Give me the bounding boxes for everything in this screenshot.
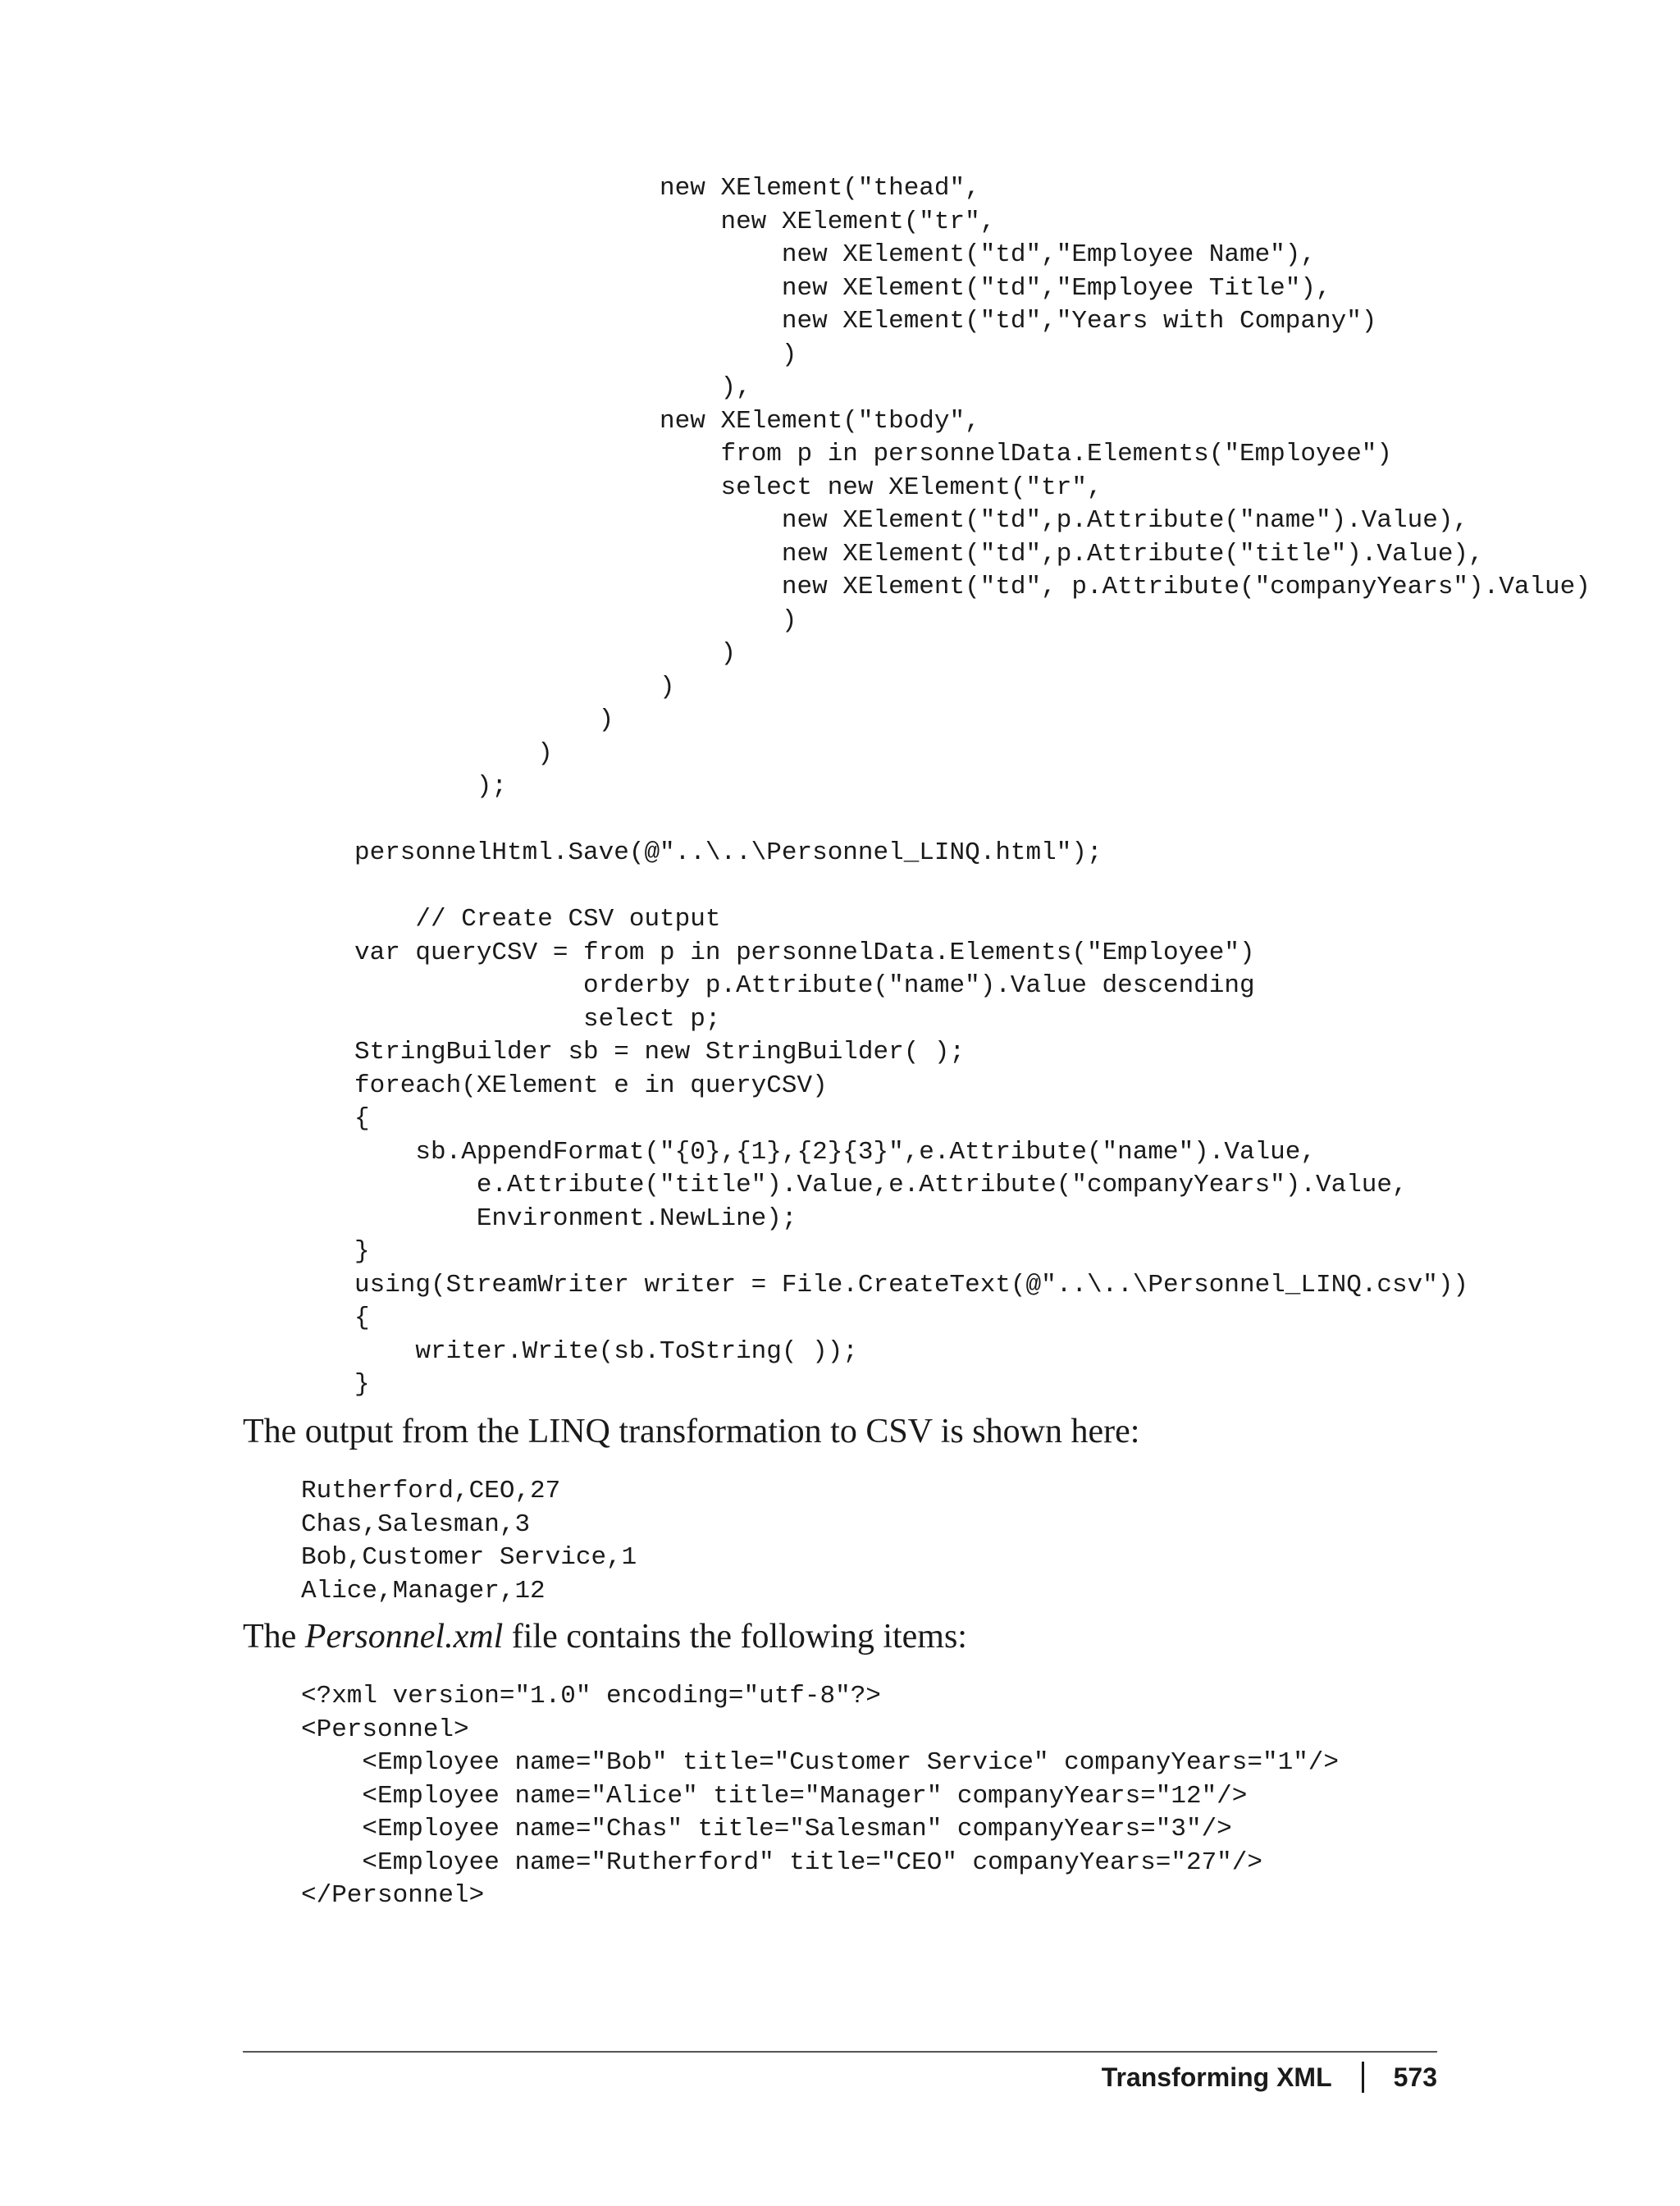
footer-separator: [1362, 2062, 1364, 2093]
code-listing: new XElement("thead", new XElement("tr", new XElement("td","Employee Name"), new XElement("td","Employee Title"), new XElement("td","Years with Company") ) ), new XElement("tbody", from p in personnelData.Elements("Employee") select new XElement("tr", new XElement("td",p.Attribute("name").Value), new XElement("td",p.Attribute("title").Value), new XElement("td", p.Attribute("companyYears").Value) ) ) ) ) ) ); personnelHtml.Save(@"..\..\Personnel_LINQ.html"); // Create CSV output var queryCSV = from p in personnelData.Elements("Employee") orderby p.Attribute("name").Value descending select p; StringBuilder sb = new StringBuilder( ); foreach(XElement e in queryCSV) { sb.AppendFormat("{0},{1},{2}{3}",e.Attribute("name").Value, e.Attribute("title").Value,e.Attribute("companyYears").Value, Environment.NewLine); } using(StreamWriter writer = File.CreateText(@"..\..\Personnel_LINQ.csv")) { writer.Write(sb.ToString( )); }: [354, 174, 1591, 1399]
body-paragraph-csv-intro: The output from the LINQ transformation to CSV is shown here:: [243, 1413, 1140, 1450]
xml-listing: <?xml version="1.0" encoding="utf-8"?> <Personnel> <Employee name="Bob" title="Customer Service" companyYears="1"/> <Employee name="Alice" title="Manager" companyYears="12"/> <Employee name="Chas" title="Salesman" companyYears="3"/> <Employee name="Rutherford" title="CEO" companyYears="27"/> </Personnel>: [301, 1682, 1340, 1910]
page-number: 573: [1393, 2062, 1437, 2092]
footer-rule: [243, 2051, 1437, 2053]
csv-output-listing: Rutherford,CEO,27 Chas,Salesman,3 Bob,Customer Service,1 Alice,Manager,12: [301, 1477, 637, 1605]
body-paragraph-xml-intro: [243, 1616, 967, 1657]
paragraph-text-after: file contains the following items:: [503, 1618, 967, 1656]
paragraph-text-before: The: [243, 1618, 305, 1656]
filename-emphasis: Personnel.xml: [304, 1618, 504, 1656]
footer-section-title: Transforming XML: [1101, 2062, 1332, 2092]
page-footer: [1102, 2061, 1437, 2094]
